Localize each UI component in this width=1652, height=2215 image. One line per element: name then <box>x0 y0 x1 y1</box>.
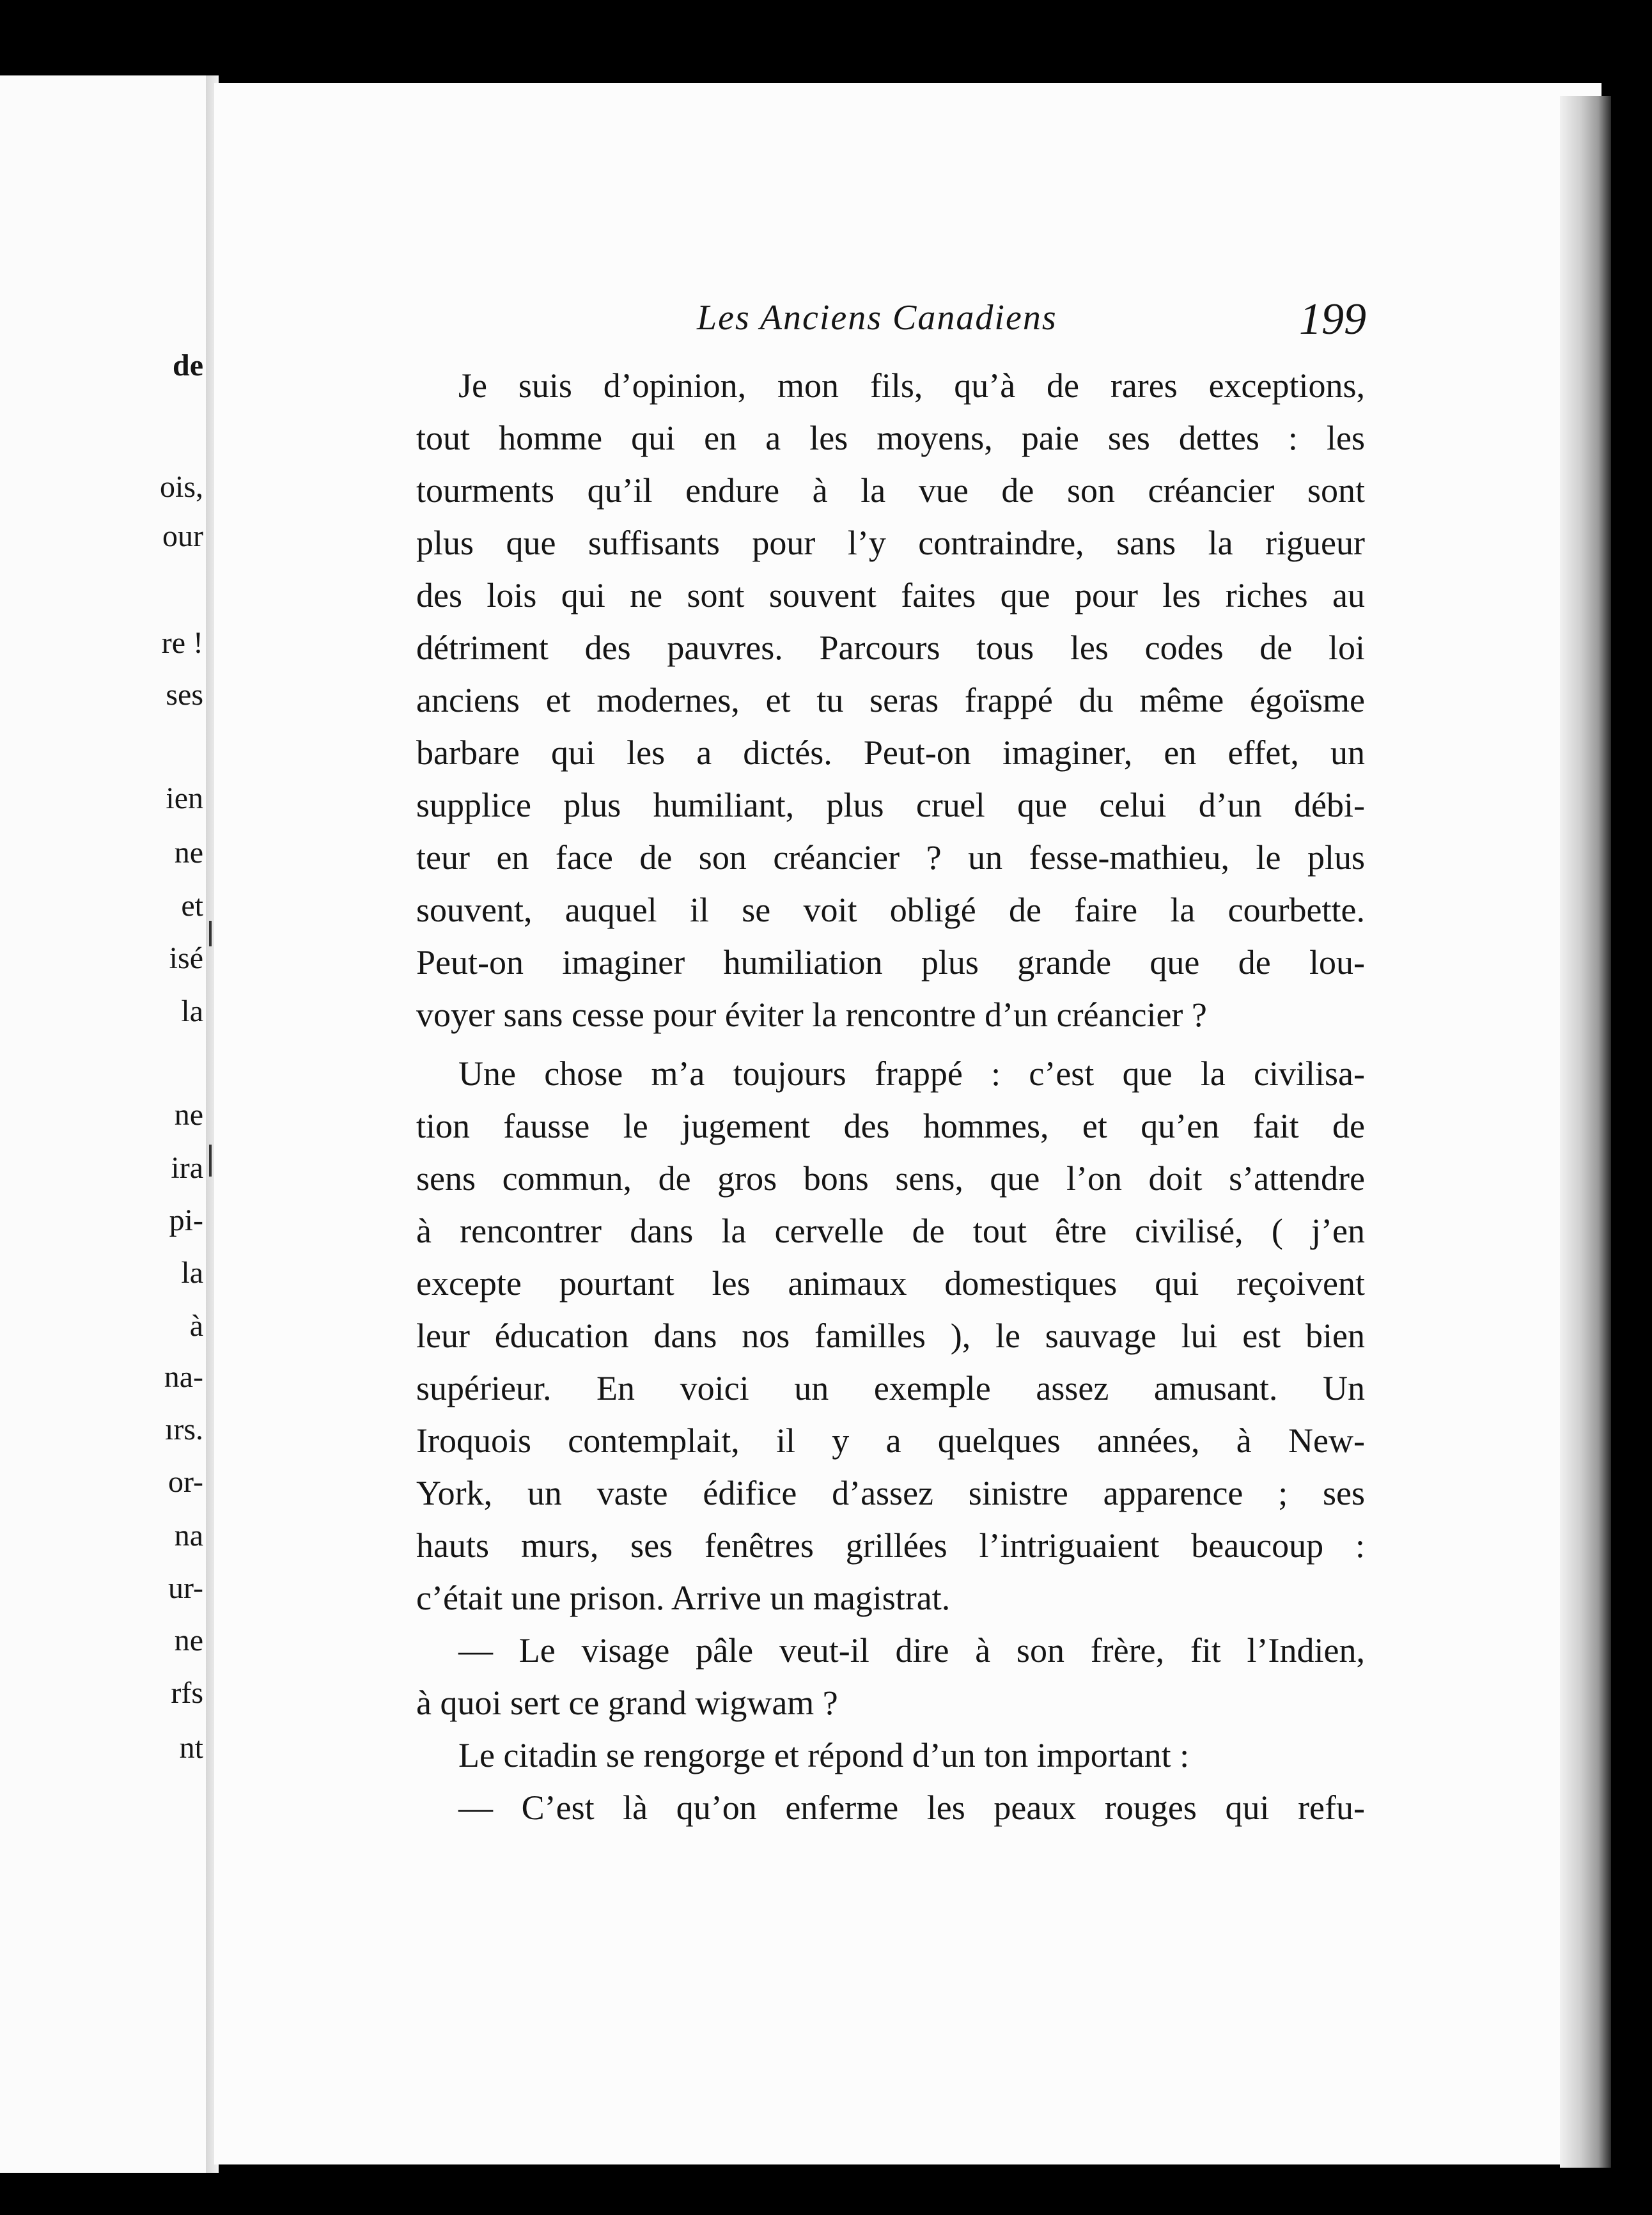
text-line: hauts murs, ses fenêtres grillées l’intriguaient beaucoup : <box>416 1526 1365 1565</box>
text-line: teur en face de son créancier ? un fesse-mathieu, le plus <box>416 838 1365 877</box>
text-line: des lois qui ne sont souvent faites que pour les riches au <box>416 576 1365 614</box>
text-line: sens commun, de gros bons sens, que l’on doit s’attendre <box>416 1159 1365 1198</box>
text-line: c’était une prison. Arrive un magistrat. <box>416 1579 951 1617</box>
page-number: 199 <box>1299 295 1366 344</box>
facing-page-fragment: na <box>174 1519 203 1553</box>
facing-page-fragment: our <box>162 519 203 553</box>
text-line: Iroquois contemplait, il y a quelques années, à New- <box>416 1421 1365 1460</box>
facing-page-fragment: ur- <box>168 1571 203 1605</box>
facing-page-fragment: de <box>173 348 203 382</box>
text-line: tourments qu’il endure à la vue de son créancier sont <box>416 471 1365 510</box>
text-line: Une chose m’a toujours frappé : c’est que la civilisa- <box>458 1054 1365 1093</box>
text-line: tout homme qui en a les moyens, paie ses dettes : les <box>416 419 1365 457</box>
text-line: York, un vaste édifice d’assez sinistre apparence ; ses <box>416 1474 1365 1512</box>
text-line: anciens et modernes, et tu seras frappé du même égoïsme <box>416 681 1365 719</box>
page-body-text <box>416 359 1365 1834</box>
facing-page-fragment: ses <box>166 678 203 712</box>
text-line: leur éducation dans nos familles ), le sauvage lui est bien <box>416 1317 1365 1355</box>
facing-page-fragment: re ! <box>161 626 203 660</box>
text-line: Peut-on imaginer humiliation plus grande que de lou- <box>416 943 1365 982</box>
facing-page-fragment: ne <box>174 836 203 870</box>
text-line: détriment des pauvres. Parcours tous les codes de loi <box>416 629 1365 667</box>
text-line: supplice plus humiliant, plus cruel que celui d’un débi- <box>416 786 1365 824</box>
text-line: supérieur. En voici un exemple assez amusant. Un <box>416 1369 1365 1407</box>
text-line: — Le visage pâle veut-il dire à son frère, fit l’Indien, <box>458 1631 1365 1670</box>
facing-page-fragment: nt <box>179 1731 203 1765</box>
facing-page-fragment: na- <box>164 1360 203 1394</box>
facing-page-fragment: ien <box>166 781 203 815</box>
facing-page-fragment: pi- <box>169 1203 203 1237</box>
facing-page-fragment: ois, <box>159 470 203 504</box>
text-line: à quoi sert ce grand wigwam ? <box>416 1684 838 1722</box>
text-line: souvent, auquel il se voit obligé de faire la courbette. <box>416 891 1365 929</box>
facing-page-fragment: ırs. <box>165 1413 203 1446</box>
text-line: plus que suffisants pour l’y contraindre, sans la rigueur <box>416 524 1365 562</box>
text-line: Je suis d’opinion, mon fils, qu’à de rares exceptions, <box>458 366 1365 405</box>
facing-page-fragment: isé <box>169 941 203 975</box>
running-head: Les Anciens Canadiens <box>697 298 1057 338</box>
facing-page-fragment: à <box>189 1309 203 1343</box>
text-line: à rencontrer dans la cervelle de tout être civilisé, ( j’en <box>416 1212 1365 1250</box>
text-line: Le citadin se rengorge et répond d’un ton important : <box>458 1736 1190 1774</box>
text-line: barbare qui les a dictés. Peut-on imaginer, en effet, un <box>416 733 1365 772</box>
facing-page-fragment: la <box>181 1256 203 1290</box>
text-line: excepte pourtant les animaux domestiques qui reçoivent <box>416 1264 1365 1303</box>
page-edge <box>1560 96 1611 2168</box>
text-line: tion fausse le jugement des hommes, et qu’en fait de <box>416 1107 1365 1145</box>
facing-page-fragment: or- <box>168 1465 203 1499</box>
gutter-mark <box>209 1145 212 1177</box>
facing-page-fragment: ira <box>171 1151 203 1185</box>
facing-page-fragment: ne <box>174 1624 203 1657</box>
facing-page-fragment: ne <box>174 1098 203 1132</box>
facing-page-fragment: et <box>181 889 203 923</box>
facing-page-fragment: rfs <box>171 1676 203 1710</box>
text-line: voyer sans cesse pour éviter la rencontre d’un créancier ? <box>416 996 1207 1034</box>
facing-page-fragment: la <box>181 994 203 1028</box>
gutter-mark <box>209 921 212 946</box>
text-line: — C’est là qu’on enferme les peaux rouges qui refu- <box>458 1788 1365 1827</box>
